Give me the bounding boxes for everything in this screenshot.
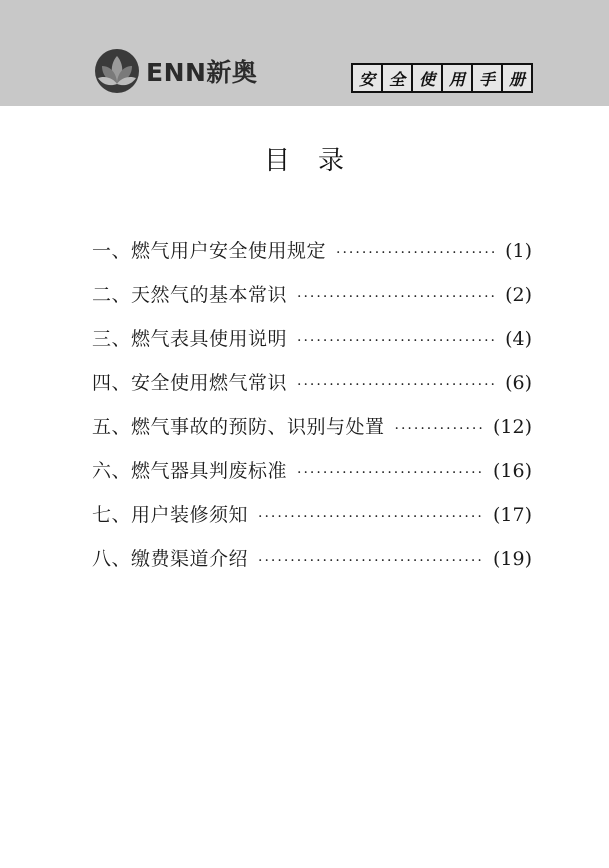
page-header [0, 0, 609, 106]
book-title-char: 全 [383, 65, 411, 91]
toc-entry[interactable] [92, 280, 532, 324]
toc-entry-label: 五、燃气事故的预防、识别与处置 [92, 416, 385, 438]
toc-entry-label: 六、燃气器具判废标准 [92, 460, 288, 482]
toc-entry-label: 二、天然气的基本常识 [92, 284, 288, 306]
dot-leader [297, 333, 495, 349]
toc-entry-page: (2) [505, 284, 532, 306]
book-title-char: 安 [353, 65, 381, 91]
book-title-box [351, 63, 533, 93]
toc-entry-page: (16) [492, 460, 532, 482]
dot-leader [395, 421, 483, 437]
lotus-flower-icon [94, 48, 140, 94]
dot-leader [297, 289, 495, 305]
book-title-char: 册 [503, 65, 531, 91]
logo-text: ENN新奥 [146, 58, 258, 87]
toc-entry-page: (19) [492, 548, 532, 570]
book-title-char: 使 [413, 65, 441, 91]
toc-entry-page: (12) [492, 416, 532, 438]
dot-leader [297, 377, 495, 393]
toc-entry-page: (4) [505, 328, 532, 350]
dot-leader [258, 553, 483, 569]
toc-entry[interactable] [92, 236, 532, 280]
book-title-char: 用 [443, 65, 471, 91]
toc-entry-label: 四、安全使用燃气常识 [92, 372, 288, 394]
toc-entry[interactable] [92, 456, 532, 500]
table-of-contents [92, 236, 532, 588]
dot-leader [258, 509, 483, 525]
dot-leader [297, 465, 483, 481]
toc-entry-label: 八、缴费渠道介绍 [92, 548, 249, 570]
toc-entry[interactable] [92, 412, 532, 456]
company-logo [94, 48, 257, 94]
toc-entry-page: (17) [492, 504, 532, 526]
toc-title: 目 录 [263, 146, 345, 176]
toc-entry-label: 七、用户装修须知 [92, 504, 249, 526]
toc-entry-page: (1) [505, 240, 532, 262]
toc-entry[interactable] [92, 368, 532, 412]
toc-entry[interactable] [92, 544, 532, 588]
toc-entry-label: 三、燃气表具使用说明 [92, 328, 288, 350]
book-title-char: 手 [473, 65, 501, 91]
toc-entry-page: (6) [505, 372, 532, 394]
dot-leader [336, 245, 495, 261]
toc-entry[interactable] [92, 324, 532, 368]
toc-entry-label: 一、燃气用户安全使用规定 [92, 240, 327, 262]
toc-entry[interactable] [92, 500, 532, 544]
